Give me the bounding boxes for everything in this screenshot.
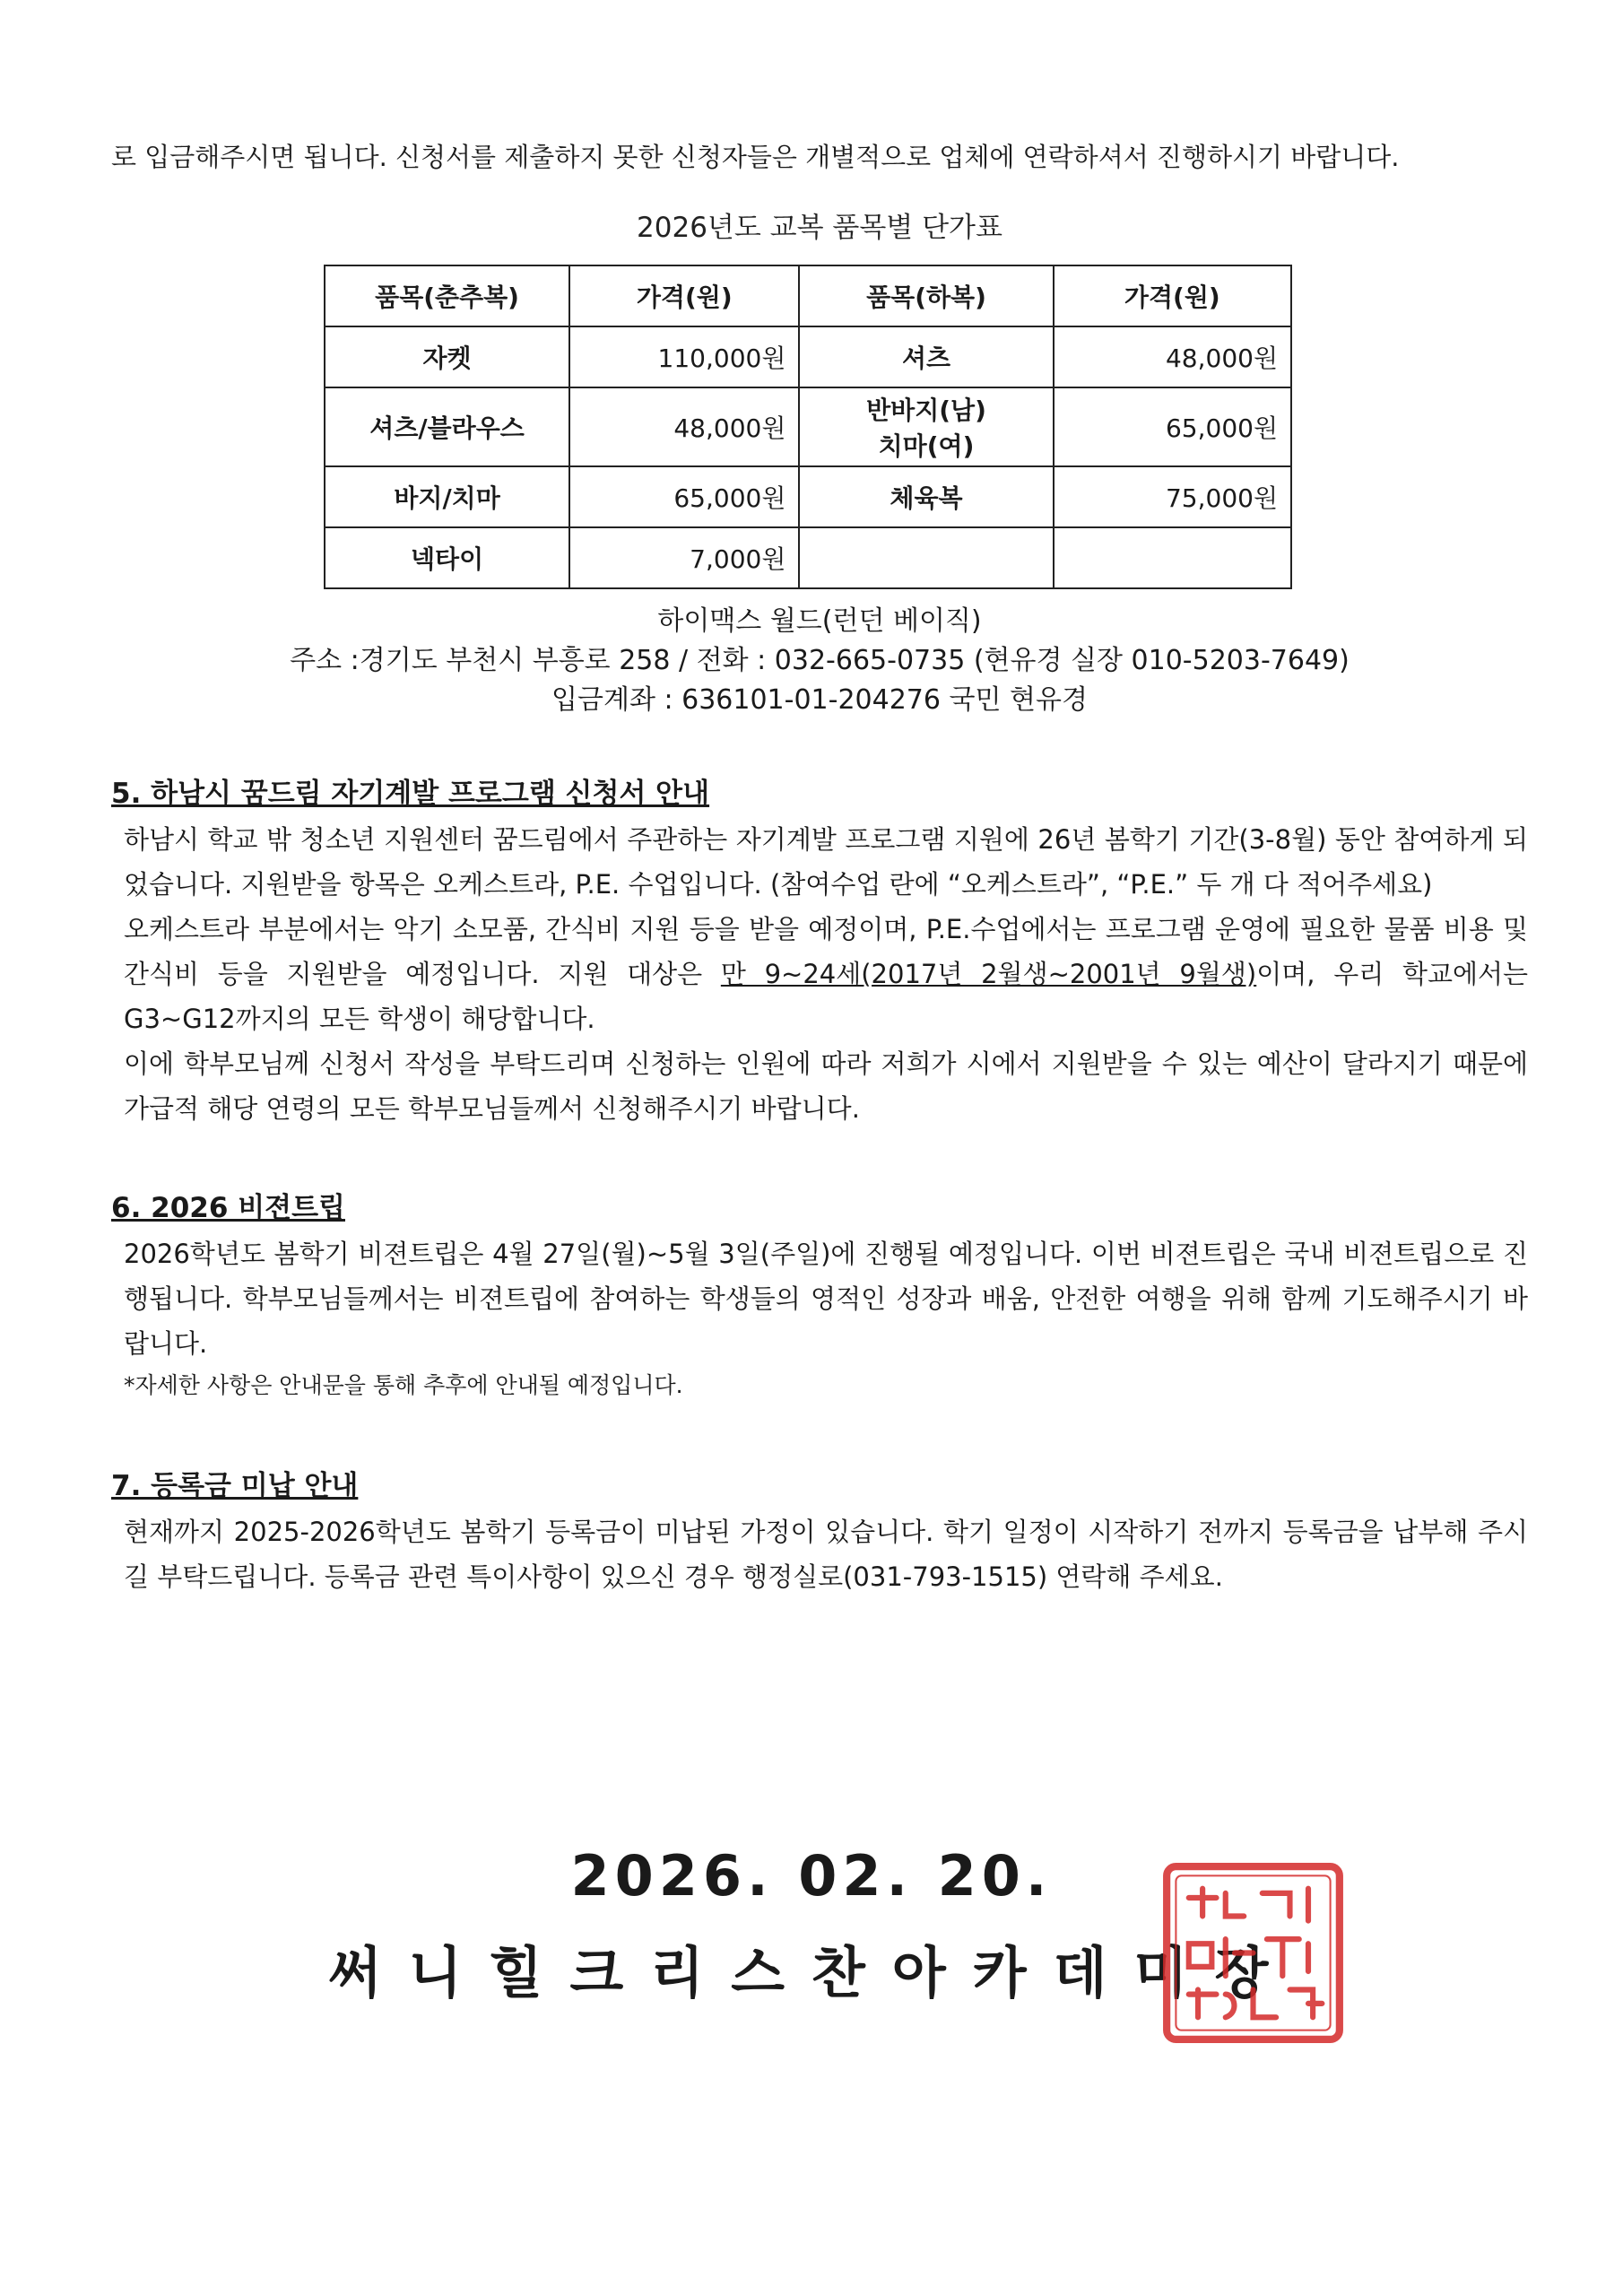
price-cell: 65,000원 xyxy=(569,466,799,527)
table-header-row xyxy=(325,265,1291,326)
item-cell: 자켓 xyxy=(325,326,569,387)
item-line: 치마(여) xyxy=(878,431,975,461)
text-span: 오케스트라 부분에서는 악기 소모품, 간식비 지원 등을 받을 예정이며, P.E.수업에서는 프로그램 운영에 필요한 물품 비용 및 간식비 등을 지원받을 예정입니다. 지원 대상은 xyxy=(124,914,1528,989)
table-row xyxy=(325,387,1291,466)
issue-date: 2026. 02. 20. xyxy=(570,1843,1053,1909)
eligibility-underlined: 만 9~24세(2017년 2월생~2001년 9월생) xyxy=(720,959,1257,989)
section5-paragraph xyxy=(111,907,1528,1041)
item-cell: 바지/치마 xyxy=(325,466,569,527)
price-cell: 65,000원 xyxy=(1054,387,1291,466)
table-header: 품목(하복) xyxy=(799,265,1053,326)
table-row xyxy=(325,527,1291,588)
principal-signature: 써니힐크리스찬아카데미장 xyxy=(327,1940,1296,2005)
vendor-name: 하이맥스 월드(런던 베이직) xyxy=(657,605,982,637)
table-row xyxy=(325,326,1291,387)
item-cell: 넥타이 xyxy=(325,527,569,588)
document-page xyxy=(111,135,1528,1599)
section7-paragraph: 현재까지 2025-2026학년도 봄학기 등록금이 미납된 가정이 있습니다. 학기 일정이 시작하기 전까지 등록금을 납부해 주시길 부탁드립니다. 등록금 관련 특이사항이 있으신 경우 행정실로(031-793-1515) 연락해 주세요. xyxy=(124,1517,1528,1592)
item-cell: 체육복 xyxy=(799,466,1053,527)
price-cell xyxy=(1054,527,1291,588)
vendor-address: 주소 :경기도 부천시 부흥로 258 / 전화 : 032-665-0735 (현유경 실장 010-5203-7649) xyxy=(290,645,1350,676)
section5-paragraph: 하남시 학교 밖 청소년 지원센터 꿈드림에서 주관하는 자기계발 프로그램 지원에 26년 봄학기 기간(3-8월) 동안 참여하게 되었습니다. 지원받을 항목은 오케스트라, P.E. 수업입니다. (참여수업 란에 “오케스트라”, “P.E.” 두 개 다 적어주세요) xyxy=(124,824,1528,900)
price-cell: 48,000원 xyxy=(1054,326,1291,387)
vendor-account: 입금계좌 : 636101-01-204276 국민 현유경 xyxy=(551,684,1088,716)
price-cell: 48,000원 xyxy=(569,387,799,466)
table-header: 가격(원) xyxy=(569,265,799,326)
intro-paragraph: 로 입금해주시면 됩니다. 신청서를 제출하지 못한 신청자들은 개별적으로 업체에 연락하셔서 진행하시기 바랍니다. xyxy=(111,142,1400,172)
table-row xyxy=(325,466,1291,527)
section6-heading: 6. 2026 비젼트립 xyxy=(111,1192,345,1224)
section6-paragraph: 2026학년도 봄학기 비젼트립은 4월 27일(월)~5월 3일(주일)에 진행될 예정입니다. 이번 비젼트립은 국내 비젼트립으로 진행됩니다. 학부모님들께서는 비젼트립에 참여하는 학생들의 영적인 성장과 배움, 안전한 여행을 위해 함께 기도해주시기 바랍니다. xyxy=(124,1239,1528,1359)
school-seal-stamp xyxy=(1161,1861,1345,2045)
price-cell: 75,000원 xyxy=(1054,466,1291,527)
item-cell xyxy=(799,527,1053,588)
section5-heading: 5. 하남시 꿈드림 자기계발 프로그램 신청서 안내 xyxy=(111,778,710,810)
item-cell: 셔츠/블라우스 xyxy=(325,387,569,466)
table-header: 품목(춘추복) xyxy=(325,265,569,326)
item-cell: 셔츠 xyxy=(799,326,1053,387)
section5-paragraph: 이에 학부모님께 신청서 작성을 부탁드리며 신청하는 인원에 따라 저희가 시에서 지원받을 수 있는 예산이 달라지기 때문에 가급적 해당 연령의 모든 학부모님들께서 신청해주시기 바랍니다. xyxy=(124,1048,1528,1124)
price-cell: 110,000원 xyxy=(569,326,799,387)
price-table xyxy=(324,265,1292,589)
item-cell xyxy=(799,387,1053,466)
table-header: 가격(원) xyxy=(1054,265,1291,326)
section7-heading: 7. 등록금 미납 안내 xyxy=(111,1470,359,1502)
price-cell: 7,000원 xyxy=(569,527,799,588)
text-span: 이며, 우리 학교에서는 G3~G12까지의 모든 학생이 해당합니다. xyxy=(124,959,1529,1034)
section6-note: *자세한 사항은 안내문을 통해 추후에 안내될 예정입니다. xyxy=(124,1372,683,1398)
vendor-info xyxy=(111,602,1528,720)
price-table-title: 2026년도 교복 품목별 단가표 xyxy=(637,212,1002,244)
item-line: 반바지(남) xyxy=(866,396,986,425)
